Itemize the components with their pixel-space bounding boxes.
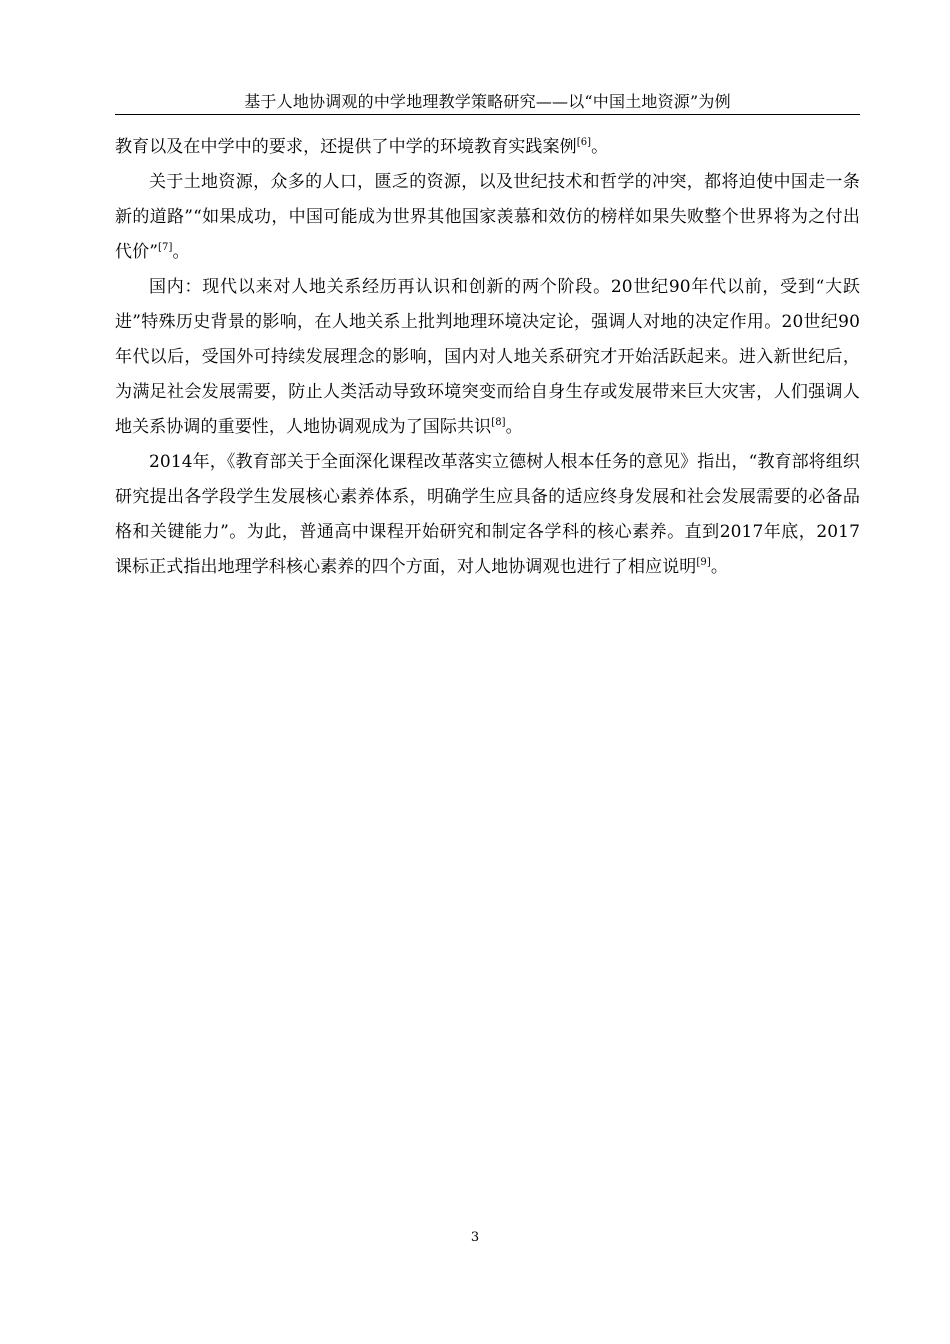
paragraph-domestic [115,270,860,445]
citation-ref: [6] [576,137,592,148]
page-number: 3 [470,1230,480,1245]
header-rule [115,114,860,115]
paragraph-text: 关于土地资源，众多的人口，匮乏的资源，以及世纪技术和哲学的冲突，都将迫使中国走一条新的道路”“如果成功，中国可能成为世界其他国家羡慕和效仿的榜样如果失败整个世界将为之付出代价” [115,172,860,262]
paragraph-text: 2014年，《教育部关于全面深化课程改革落实立德树人根本任务的意见》指出，“教育部将组织研究提出各学段学生发展核心素养体系，明确学生应具备的适应终身发展和社会发展需要的必备品格和关键能力”。为此，普通高中课程开始研究和制定各学科的核心素养。直到2017年底，2017课标正式指出地理学科核心素养的四个方面，对人地协调观也进行了相应说明 [115,452,860,577]
paragraph-2014 [115,445,860,585]
paragraph-text: 教育以及在中学中的要求，还提供了中学的环境教育实践案例 [115,137,577,157]
paragraph-continuation [115,130,860,165]
running-header: 基于人地协调观的中学地理教学策略研究——以“中国土地资源”为例 [244,92,731,111]
citation-ref: [8] [491,417,506,428]
paragraph-tail: 。 [591,137,609,157]
paragraph-tail: 。 [505,417,523,437]
citation-ref: [9] [696,557,711,568]
body-text [115,130,860,585]
paragraph-text: 国内：现代以来对人地关系经历再认识和创新的两个阶段。20世纪90年代以前，受到“大跃进”特殊历史背景的影响，在人地关系上批判地理环境决定论，强调人对地的决定作用。20世纪90年代以后，受国外可持续发展理念的影响，国内对人地关系研究才开始活跃起来。进入新世纪后，为满足社会发展需要，防止人类活动导致环境突变而给自身生存或发展带来巨大灾害，人们强调人地关系协调的重要性，人地协调观成为了国际共识 [115,277,860,437]
paragraph-tail: 。 [172,242,190,262]
citation-ref: [7] [158,242,173,253]
paragraph-land-resources [115,165,860,270]
paragraph-tail: 。 [710,557,728,577]
